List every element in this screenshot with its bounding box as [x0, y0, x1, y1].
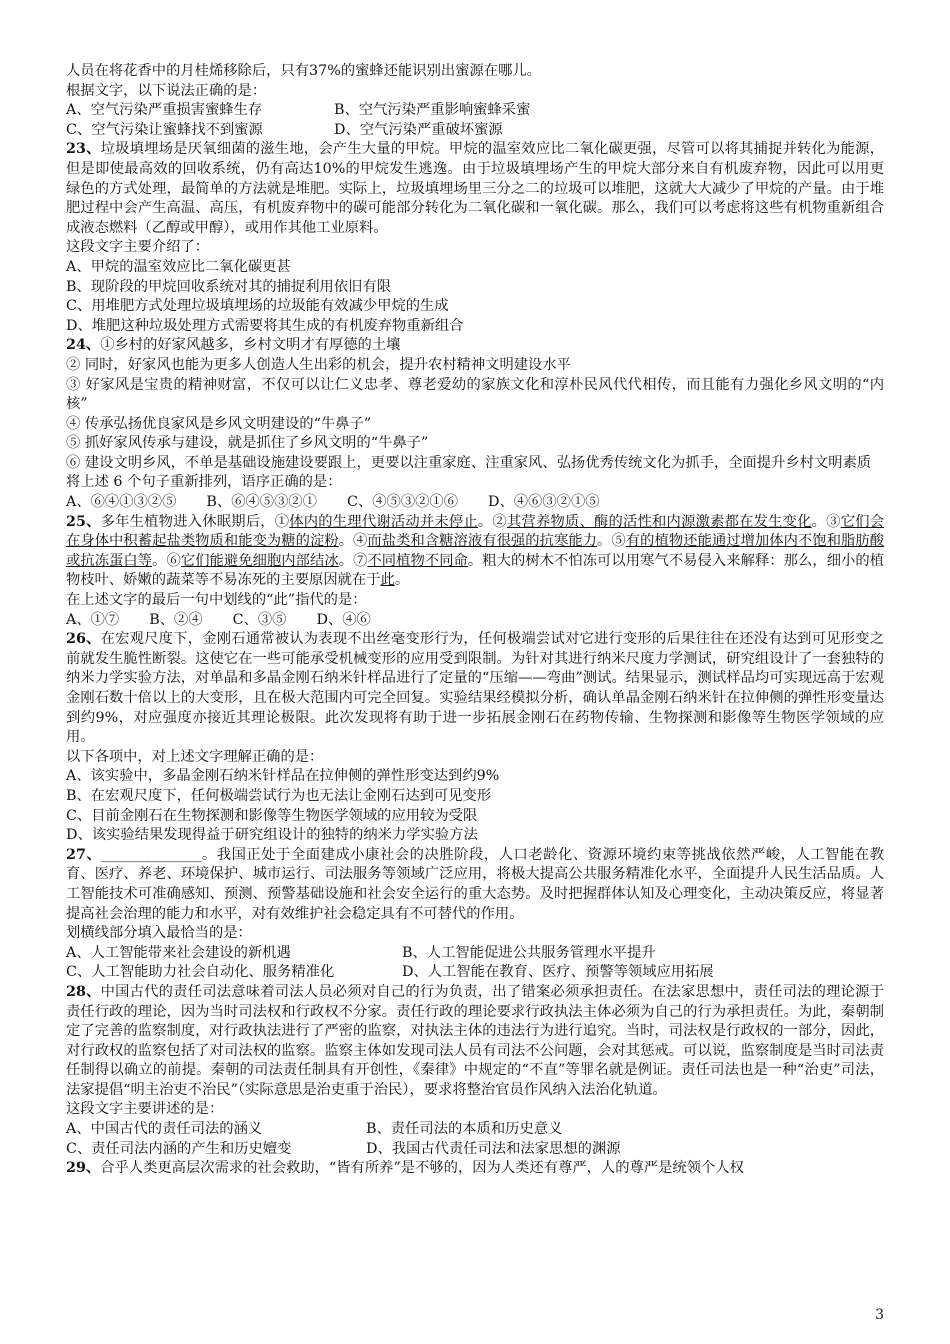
q23-text-a: 垃圾填埋场是厌氧细菌的滋生地，会产生大量的甲烷。甲烷的温室效应比二氧化碳更强，尽管可以将其捕捉并转化为能源，但是即使最高效的回收系统，仍有高达 [66, 141, 884, 177]
q26-passage [66, 630, 884, 748]
q26-text-b: ，对应强度亦接近其理论极限。此次发现将有助于进一步拓展金刚石在药物传输、生物探测和影像等生物医学领域的应用。 [66, 709, 885, 746]
q25-part: 。粗大的树木不怕冻可以用寒气不易侵入来解释：那么，细小的植物枝叶、娇嫩的蔬菜等不易冻死的主要原因就在于 [66, 552, 885, 589]
q26-prompt: 以下各项中，对上述文字理解正确的是： [66, 748, 324, 765]
q25-passage [66, 513, 884, 591]
q26-number: 26、 [66, 631, 101, 648]
q24-option-b: B、⑥④⑤③②① [206, 494, 317, 511]
q22-continuation [66, 62, 884, 82]
q26-percent: 9% [95, 709, 119, 726]
q22-option-d: D、空气污染严重破坏蜜源 [334, 121, 503, 138]
q28-passage [66, 983, 884, 1101]
q23-percent: 10% [313, 160, 346, 177]
q24-sentence-3: ③ 好家风是宝贵的精神财富，不仅可以让仁义忠孝、尊老爱幼的家族文化和淳朴民风代代相传，而且能有力强化乡风文明的“内核” [66, 376, 884, 413]
q28-prompt: 这段文字主要讲述的是： [66, 1101, 224, 1118]
q22-text-a: 人员在将花香中的月桂烯移除后，只有 [66, 63, 310, 79]
q27-options-row-2 [66, 963, 884, 983]
q26-option-d: D、该实验结果发现得益于研究组设计的独特的纳米力学实验方法 [66, 827, 478, 844]
q22-options-row-1 [66, 101, 884, 121]
q29-number: 29、 [66, 1160, 101, 1177]
q25-underlined: 而盐类和含糖溶液有很强的抗寒能力 [367, 533, 598, 550]
q28-option-d: D、我国古代责任司法和法家思想的渊源 [366, 1140, 621, 1157]
q23-option-c: C、用堆肥方式处理垃圾填埋场的垃圾能有效减少甲烷的生成 [66, 298, 449, 315]
q26-option-a-percent: 9% [476, 768, 500, 785]
q27-number: 27、 [66, 846, 102, 863]
q25-underlined: 它们会在身体中积蓄起盐类物质和能变为糖的淀粉 [66, 513, 885, 550]
q25-underlined: 不同植物不同命 [367, 552, 468, 569]
q24-sentence-4: ④ 传承弘扬优良家风是乡风文明建设的“牛鼻子” [66, 415, 372, 432]
q24-option-d: D、④⑥③②①⑤ [488, 494, 600, 511]
q24-option-a: A、⑥④①③②⑤ [66, 494, 177, 511]
q27-option-c: C、人工智能助力社会自动化、服务精准化 [66, 964, 335, 981]
q24-sentence-6: ⑥ 建设文明乡风，不单是基础设施建设要跟上，更要以注重家庭、注重家风、弘扬优秀传统文化为抓手，全面提升乡村文明素质 [66, 454, 872, 471]
q27-passage [66, 846, 884, 924]
q22-option-c: C、空气污染让蜜蜂找不到蜜源 [66, 121, 263, 138]
q28-text: 中国古代的责任司法意味着司法人员必须对自己的行为负责，出了错案必须承担责任。在法家思想中，责任司法的理论源于责任行政的理论，因为当时司法权和行政权不分家。责任行政的理论要求行政执法主体必须为自己的行为承担责任。为此，秦朝制定了完善的监察制度，对行政执法进行了严密的监察，对执法主体的违法行为进行追究。当时，司法权是行政权的一部分，因此，对行政权的监察包括了对司法权的监察。监察主体如发现司法人员有司法不公问题，会对其惩戒。可以说，监察制度是当时司法责任制得以确立的前提。秦朝的司法责任制具有开创性，《秦律》中规定的“不直”等罪名就是例证。责任司法也是一种“治吏”司法，法家提倡“明主治吏不治民”（实际意思是治吏重于治民），要求将整治官员作风纳入法治化轨道。 [66, 983, 884, 1098]
document-page [66, 62, 884, 1179]
q26-text-a: 在宏观尺度下，金刚石通常被认为表现不出丝毫变形行为，任何极端尝试对它进行变形的后果往往在还没有达到可见形变之前就发生脆性断裂。这使它在一些可能承受机械变形的应用受到限制。为针对其进行纳米尺度力学测试，研究组设计了一套独特的纳米力学实验方法，对单晶和多晶金刚石纳米针样品进行了定量的“压缩——弯曲”测试。结果显示，测试样品均可实现远高于宏观金刚石数十倍以上的大变形，且在极大范围内可完全回复。实验结果经模拟分析，确认单晶金刚石纳米针在拉伸侧的弹性形变量达到约 [66, 631, 884, 726]
q27-text: 。我国正处于全面建成小康社会的决胜阶段，人口老龄化、资源环境约束等挑战依然严峻，人工智能在教育、医疗、养老、环境保护、城市运行、司法服务等领域广泛应用，将极大提高公共服务精准化水平，全面提升人民生活品质。人工智能技术可准确感知、预测、预警基础设施和社会安全运行的重大态势。及时把握群体认知及心理变化，主动决策反应，将显著提高社会治理的能力和水平，对有效维护社会稳定具有不可替代的作用。 [66, 846, 884, 922]
q22-options-row-2 [66, 121, 884, 141]
q25-number: 25、 [66, 513, 101, 530]
q23-option-a: A、甲烷的温室效应比二氧化碳更甚 [66, 258, 291, 275]
q27-option-a: A、人工智能带来社会建设的新机遇 [66, 944, 291, 961]
q23-option-d: D、堆肥这种垃圾处理方式需要将其生成的有机废弃物重新组合 [66, 317, 464, 334]
q25-option-d: D、④⑥ [316, 611, 371, 628]
q22-option-a: A、空气污染严重损害蜜蜂生存 [66, 102, 263, 119]
q27-prompt: 划横线部分填入最恰当的是： [66, 925, 252, 942]
q24-sentence-2: ② 同时，好家风也能为更多人创造人生出彩的机会，提升农村精神文明建设水平 [66, 356, 571, 373]
q28-number: 28、 [66, 983, 101, 1000]
q25-options [66, 611, 884, 631]
q25-underlined: 其营养物质、酶的活性和内源激素都在发生变化 [506, 513, 812, 530]
q24-options [66, 493, 884, 513]
q27-option-b: B、人工智能促进公共服务管理水平提升 [402, 944, 656, 961]
q27-option-d: D、人工智能在教育、医疗、预警等领域应用拓展 [402, 964, 714, 981]
q27-blank: ______________ [101, 846, 202, 863]
q28-option-c: C、责任司法内涵的产生和历史嬗变 [66, 1140, 292, 1157]
q25-part: 。③ [811, 513, 841, 530]
q23-text-b: 的甲烷发生逃逸。由于垃圾填埋场产生的甲烷大部分来自有机废弃物，因此可以用更绿色的方式处理，最简单的方法就是堆肥。实际上，垃圾填埋场里三分之二的垃圾可以堆肥，这就大大减少了甲烷的产量。由于堆肥过程中会产生高温、高压，有机废弃物中的碳可能部分转化为二氧化碳和一氧化碳。那么，我们可以考虑将这些有机物重新组合成液态燃料（乙醇或甲醇），或用作其他工业原料。 [66, 160, 884, 236]
q25-option-b: B、②④ [149, 611, 203, 628]
q27-options-row-1 [66, 944, 884, 964]
q24-number: 24、 [66, 337, 101, 354]
q23-prompt: 这段文字主要介绍了： [66, 239, 209, 256]
q25-part: 。④ [338, 533, 368, 550]
q26-option-b: B、在宏观尺度下，任何极端尝试行为也无法让金刚石达到可见变形 [66, 787, 492, 804]
q24-prompt: 将上述 6 个句子重新排列，语序正确的是： [66, 474, 342, 491]
q25-prompt: 在上述文字的最后一句中划线的“此”指代的是： [66, 592, 367, 609]
q22-text-b: 的蜜蜂还能识别出蜜源在哪儿。 [340, 63, 541, 79]
q25-part: 多年生植物进入休眠期后，① [100, 513, 290, 530]
q28-option-b: B、责任司法的本质和历史意义 [366, 1121, 563, 1138]
q24-option-c: C、④⑤③②①⑥ [347, 494, 459, 511]
q29-text: 合乎人类更高层次需求的社会救助，“皆有所养”是不够的，因为人类还有尊严，人的尊严是统领个人权 [100, 1160, 744, 1177]
q23-option-b: B、现阶段的甲烷回收系统对其的捕捉利用依旧有限 [66, 278, 392, 295]
q28-option-a: A、中国古代的责任司法的涵义 [66, 1121, 263, 1138]
q26-option-c: C、目前金刚石在生物探测和影像等生物医学领域的应用较为受限 [66, 807, 478, 824]
q25-part: 。⑤ [597, 533, 626, 550]
q28-options-row-1 [66, 1120, 884, 1140]
q24-sentence-5: ⑤ 抓好家风传承与建设，就是抓住了乡风文明的“牛鼻子” [66, 435, 429, 452]
q25-underlined-ci: 此 [380, 572, 395, 589]
q25-option-a: A、①⑦ [66, 611, 120, 628]
q24-sentence-1-text: ①乡村的好家风越多，乡村文明才有厚德的土壤 [100, 337, 401, 354]
q23-passage [66, 140, 884, 238]
q24-sentence-1 [66, 336, 884, 356]
q25-part: 。 [394, 572, 410, 589]
q25-part: 。⑥ [152, 552, 181, 569]
q25-underlined: 体内的生理代谢活动并未停止 [289, 513, 478, 530]
q25-part: 。⑦ [338, 552, 368, 569]
q22-percent: 37% [309, 63, 341, 79]
q28-options-row-2 [66, 1140, 884, 1160]
q26-option-a-text: A、该实验中，多晶金刚石纳米针样品在拉伸侧的弹性形变达到约 [66, 768, 477, 785]
q25-part: 。② [477, 513, 507, 530]
q29-passage [66, 1159, 884, 1179]
q23-number: 23、 [66, 141, 101, 158]
q25-underlined: 它们能避免细胞内部结冰 [180, 552, 339, 569]
q25-underlined: 有的植物还能通过增加体内不饱和脂肪酸或抗冻蛋白等 [66, 533, 885, 569]
q25-option-c: C、③⑤ [232, 611, 287, 628]
q22-prompt: 根据文字，以下说法正确的是： [66, 82, 267, 99]
page-number: 3 [875, 1307, 884, 1323]
q26-option-a [66, 767, 884, 787]
q22-option-b: B、空气污染严重影响蜜蜂采蜜 [334, 102, 531, 119]
